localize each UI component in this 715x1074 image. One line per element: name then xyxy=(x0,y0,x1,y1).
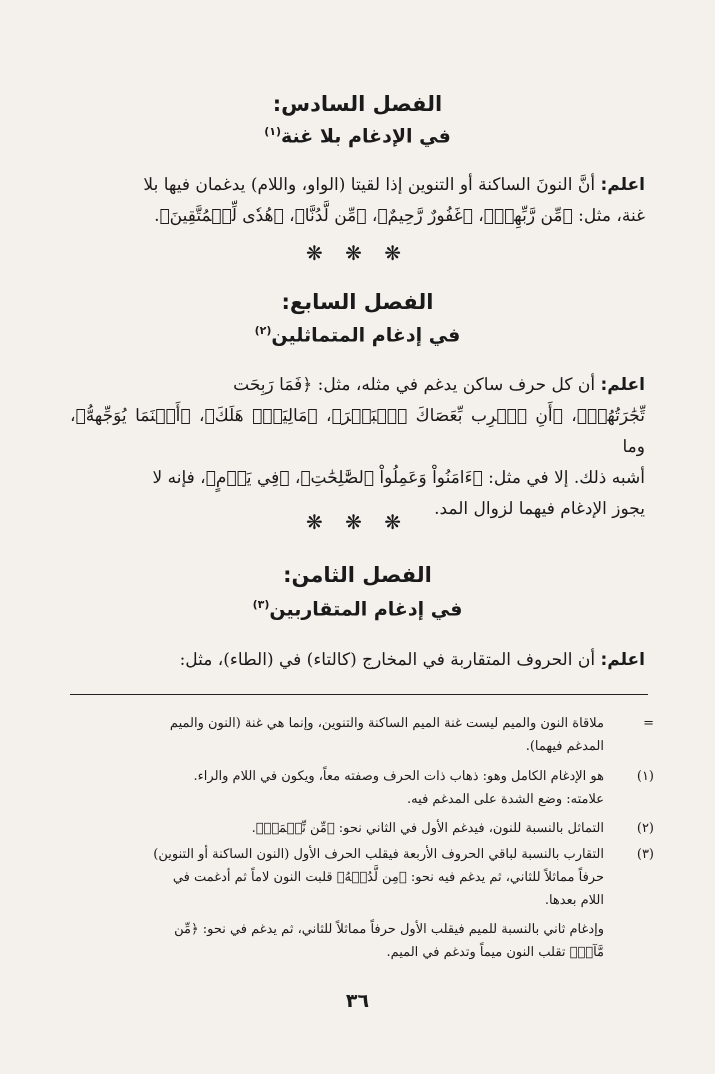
paragraph-line: أشبه ذلك. إلا في مثل: ﴿ءَامَنُواْ وَعَمِلُواْ ٱلصَّٰلِحَٰتِ﴾، ﴿فِي يَوۡمٍ﴾، فإنه لا xyxy=(152,468,645,488)
footnote-continuation: = ملاقاة النون والميم ليست غنة الميم الساكنة والتنوين، وإنما هي غنة (النون والميم المدغم فيهما). xyxy=(66,712,648,758)
footnote-line: ملاقاة النون والميم ليست غنة الميم الساكنة والتنوين، وإنما هي غنة (النون والميم xyxy=(169,716,604,731)
paragraph-section-6 xyxy=(70,170,645,232)
paragraph-line: اعلم: أنَّ النونَ الساكنة أو التنوين إذا لقيتا (الواو، واللام) يدغمان فيها بلا xyxy=(143,175,645,195)
chapter-subtitle-6: في الإدغام بلا غنة$^{(١)}$ xyxy=(264,125,451,148)
footnote-line: علامته: وضع الشدة على المدغم فيه. xyxy=(407,792,604,807)
chapter-title-8: الفصل الثامن: xyxy=(283,563,432,587)
footnote-line: المدغم فيهما). xyxy=(525,739,604,754)
footnote-line: وإدغام ثاني بالنسبة للميم فيقلب الأول حرفاً مماثلاً للثاني، ثم يدغم في نحو: ﴿مِّن xyxy=(174,922,604,937)
paragraph-line: تِّجَٰرَتُهُمۡ﴾، ﴿أَنِ ٱضۡرِب بِّعَصَاكَ ٱلۡبَحۡرَ﴾، ﴿مَالِيَهۡۜ هَلَكَ﴾، ﴿أَيۡنَمَا يُوَجِّههُّ﴾، وما xyxy=(70,406,645,457)
footnote-1 xyxy=(66,765,654,811)
footnote-ref-3[interactable]: (٣) xyxy=(252,598,270,611)
paragraph-line: اعلم: أن الحروف المتقاربة في المخارج (كالتاء) في (الطاء)، مثل: xyxy=(179,650,645,670)
section-separator: ❋ ❋ ❋ xyxy=(306,510,409,534)
footnote-line: اللام بعدها. xyxy=(544,893,604,908)
footnote-line: التقارب بالنسبة لباقي الحروف الأربعة فيقلب الحرف الأول (النون الساكنة أو التنوين) xyxy=(153,847,604,862)
footnote-number: (٣) xyxy=(636,847,654,862)
footnote-number: (١) xyxy=(636,769,654,784)
paragraph-line: اعلم: أن كل حرف ساكن يدغم في مثله، مثل: ﴿فَمَا رَبِحَت xyxy=(233,375,645,395)
paragraph-section-8 xyxy=(70,645,645,676)
footnote-ref-1[interactable]: (١) xyxy=(264,125,281,138)
chapter-title-7: الفصل السابع: xyxy=(281,290,434,314)
footnote-line: حرفاً مماثلاً للثاني، ثم يدغم فيه نحو: ﴿مِن لَّدُنۡهُ﴾ قلبت النون لاماً ثم أدغمت في xyxy=(172,870,604,885)
chapter-subtitle-8: في إدغام المتقاربين$^{(٣)}$ xyxy=(252,598,463,621)
footnote-ref-2[interactable]: (٢) xyxy=(254,324,272,337)
footnote-line: التماثل بالنسبة للنون، فيدغم الأول في الثاني نحو: ﴿مِّن نِّعۡمَةٖ﴾. xyxy=(251,821,604,836)
section-separator: ❋ ❋ ❋ xyxy=(306,241,409,265)
chapter-subtitle-7: في إدغام المتماثلين$^{(٢)}$ xyxy=(254,324,461,347)
paragraph-line: غنة، مثل: ﴿مِّن رَّبِّهِمۡ﴾، ﴿غَفُورٌ رَّحِيمٌ﴾، ﴿مِّن لَّدُنَّا﴾، ﴿هُدٗى لِّلۡمُتَّقِينَ﴾. xyxy=(154,206,645,226)
page-number: ٣٦ xyxy=(345,990,370,1012)
footnote-divider xyxy=(70,694,648,695)
footnote-3 xyxy=(66,843,654,964)
footnote-number: (٢) xyxy=(636,821,654,836)
footnote-line: مَّآءٖ﴾ تقلب النون ميماً وتدغم في الميم. xyxy=(386,945,604,960)
paragraph-line: يجوز الإدغام فيهما لزوال المد. xyxy=(434,499,645,519)
paragraph-section-7 xyxy=(70,370,645,525)
footnote-line: هو الإدغام الكامل وهو: ذهاب ذات الحرف وصفته معاً، ويكون في اللام والراء. xyxy=(193,769,604,784)
footnote-2 xyxy=(66,817,654,840)
chapter-title-6: الفصل السادس: xyxy=(272,92,443,116)
